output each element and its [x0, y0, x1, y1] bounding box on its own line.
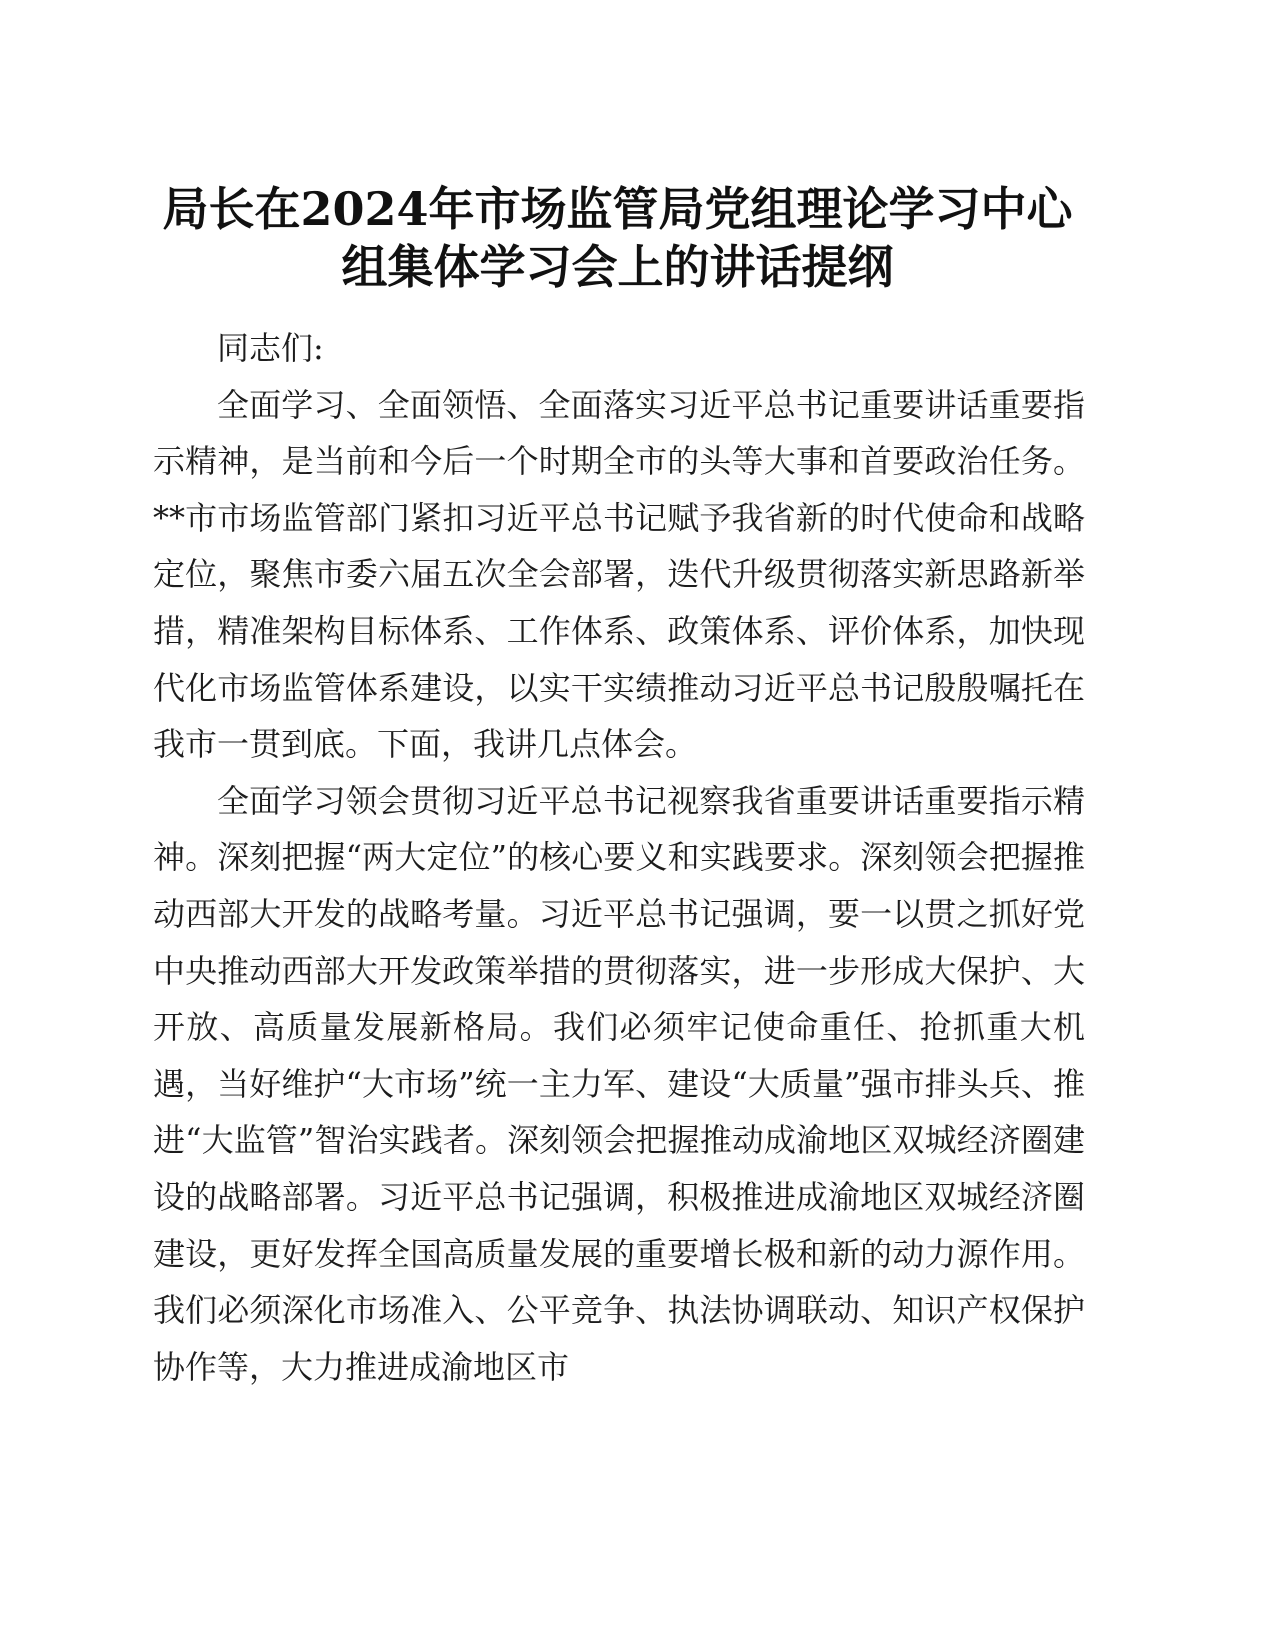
salutation: 同志们: — [217, 329, 324, 367]
paragraph: 全面学习、全面领悟、全面落实习近平总书记重要讲话重要指示精神，是当前和今后一个时期全市的头等大事和首要政治任务。**市市场监管部门紧扣习近平总书记赋予我省新的时代使命和战略定位，聚焦市委六届五次全会部署，迭代升级贯彻落实新思路新举措，精准架构目标体系、工作体系、政策体系、评价体系，加快现代化市场监管体系建设，以实干实绩推动习近平总书记殷殷嘱托在我市一贯到底。下面，我讲几点体会。 — [153, 385, 1085, 764]
document-body — [153, 320, 1085, 1395]
paragraph: 全面学习领会贯彻习近平总书记视察我省重要讲话重要指示精神。深刻把握“两大定位”的核心要义和实践要求。深刻领会把握推动西部大开发的战略考量。习近平总书记强调，要一以贯之抓好党中央推动西部大开发政策举措的贯彻落实，进一步形成大保护、大开放、高质量发展新格局。我们必须牢记使命重任、抢抓重大机遇，当好维护“大市场”统一主力军、建设“大质量”强市排头兵、推进“大监管”智治实践者。深刻领会把握推动成渝地区双城经济圈建设的战略部署。习近平总书记强调，积极推进成渝地区双城经济圈建设，更好发挥全国高质量发展的重要增长极和新的动力源作用。我们必须深化市场准入、公平竞争、执法协调联动、知识产权保护协作等，大力推进成渝地区市 — [153, 781, 1085, 1386]
document-title: 局长在2024年市场监管局党组理论学习中心组集体学习会上的讲话提纲 — [162, 182, 1073, 294]
